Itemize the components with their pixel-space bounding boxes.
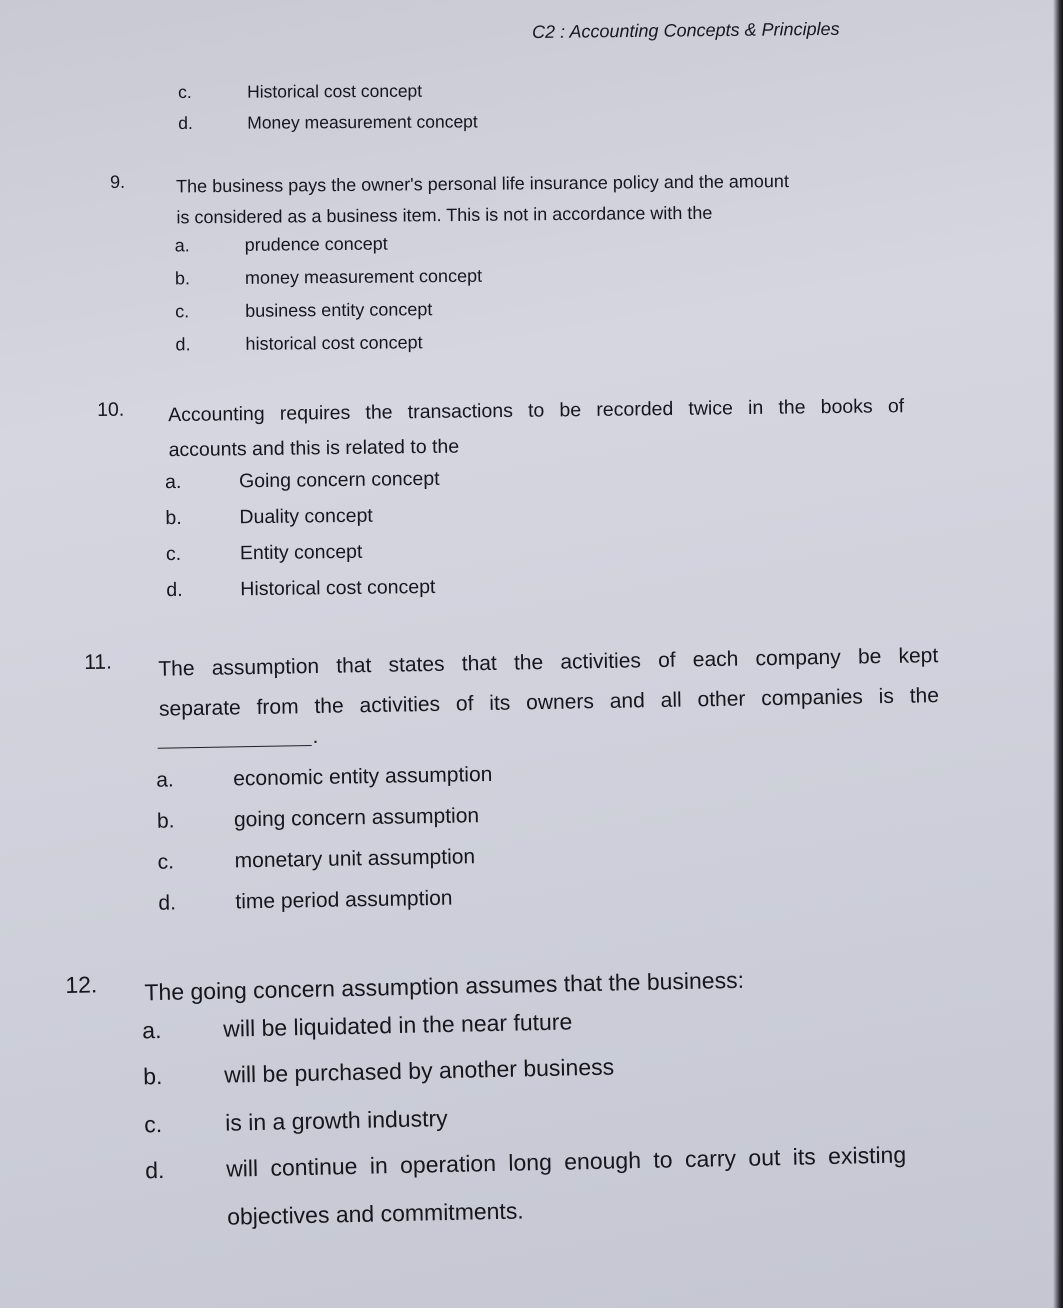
option-d-continuation: objectives and commitments. <box>226 1197 524 1230</box>
exam-page: C2 : Accounting Concepts & Principles c. Historical cost concept d. Money measurement concept 9. The business pays the owner's personal life insurance policy and the amount is considered as a business item. This is not in accordance with the a. prudence concept b. money measurement concept c. business entity concept d. historical cost concept 10. Accounting requires the transactions to be recorded twice in the books of accounts and this is related to the a. Going concern concept b. Duality concept c. Entity concept d. Historical cost concept 11. The assumption that states that the activities of each company be kept separate from the activities of its owners and all other companies is the . a. economic entity assumption b. going concern assumption c. monetary unit assumption d. time period assumption 12. The going concern assumption assumes that the business: a. will be liquidated in the near future b. will be purchased by another business c. is in a growth industry d. will continue in operation long enough to carry out its existing objectives and commitments. <box>0 0 1063 1308</box>
question-text: The business pays the owner's personal life insurance policy and the amount is considered as a business item. This is not in accordance with the <box>176 171 789 228</box>
question-number: 9. <box>110 171 126 192</box>
question-text: The going concern assumption assumes that the business: <box>144 966 745 1006</box>
answer-blank <box>158 745 312 749</box>
page-header: C2 : Accounting Concepts & Principles <box>532 18 840 42</box>
question-text: The assumption that states that the activities of each company be kept separate from the activities of its owners and all other companies is the <box>158 644 940 721</box>
question-number: 11. <box>84 650 113 674</box>
page-edge-shadow <box>1053 0 1063 1308</box>
question-text: Accounting requires the transactions to be recorded twice in the books of accounts and this is related to the <box>168 395 905 462</box>
question-number: 10. <box>97 398 125 421</box>
question-number: 12. <box>65 971 98 998</box>
